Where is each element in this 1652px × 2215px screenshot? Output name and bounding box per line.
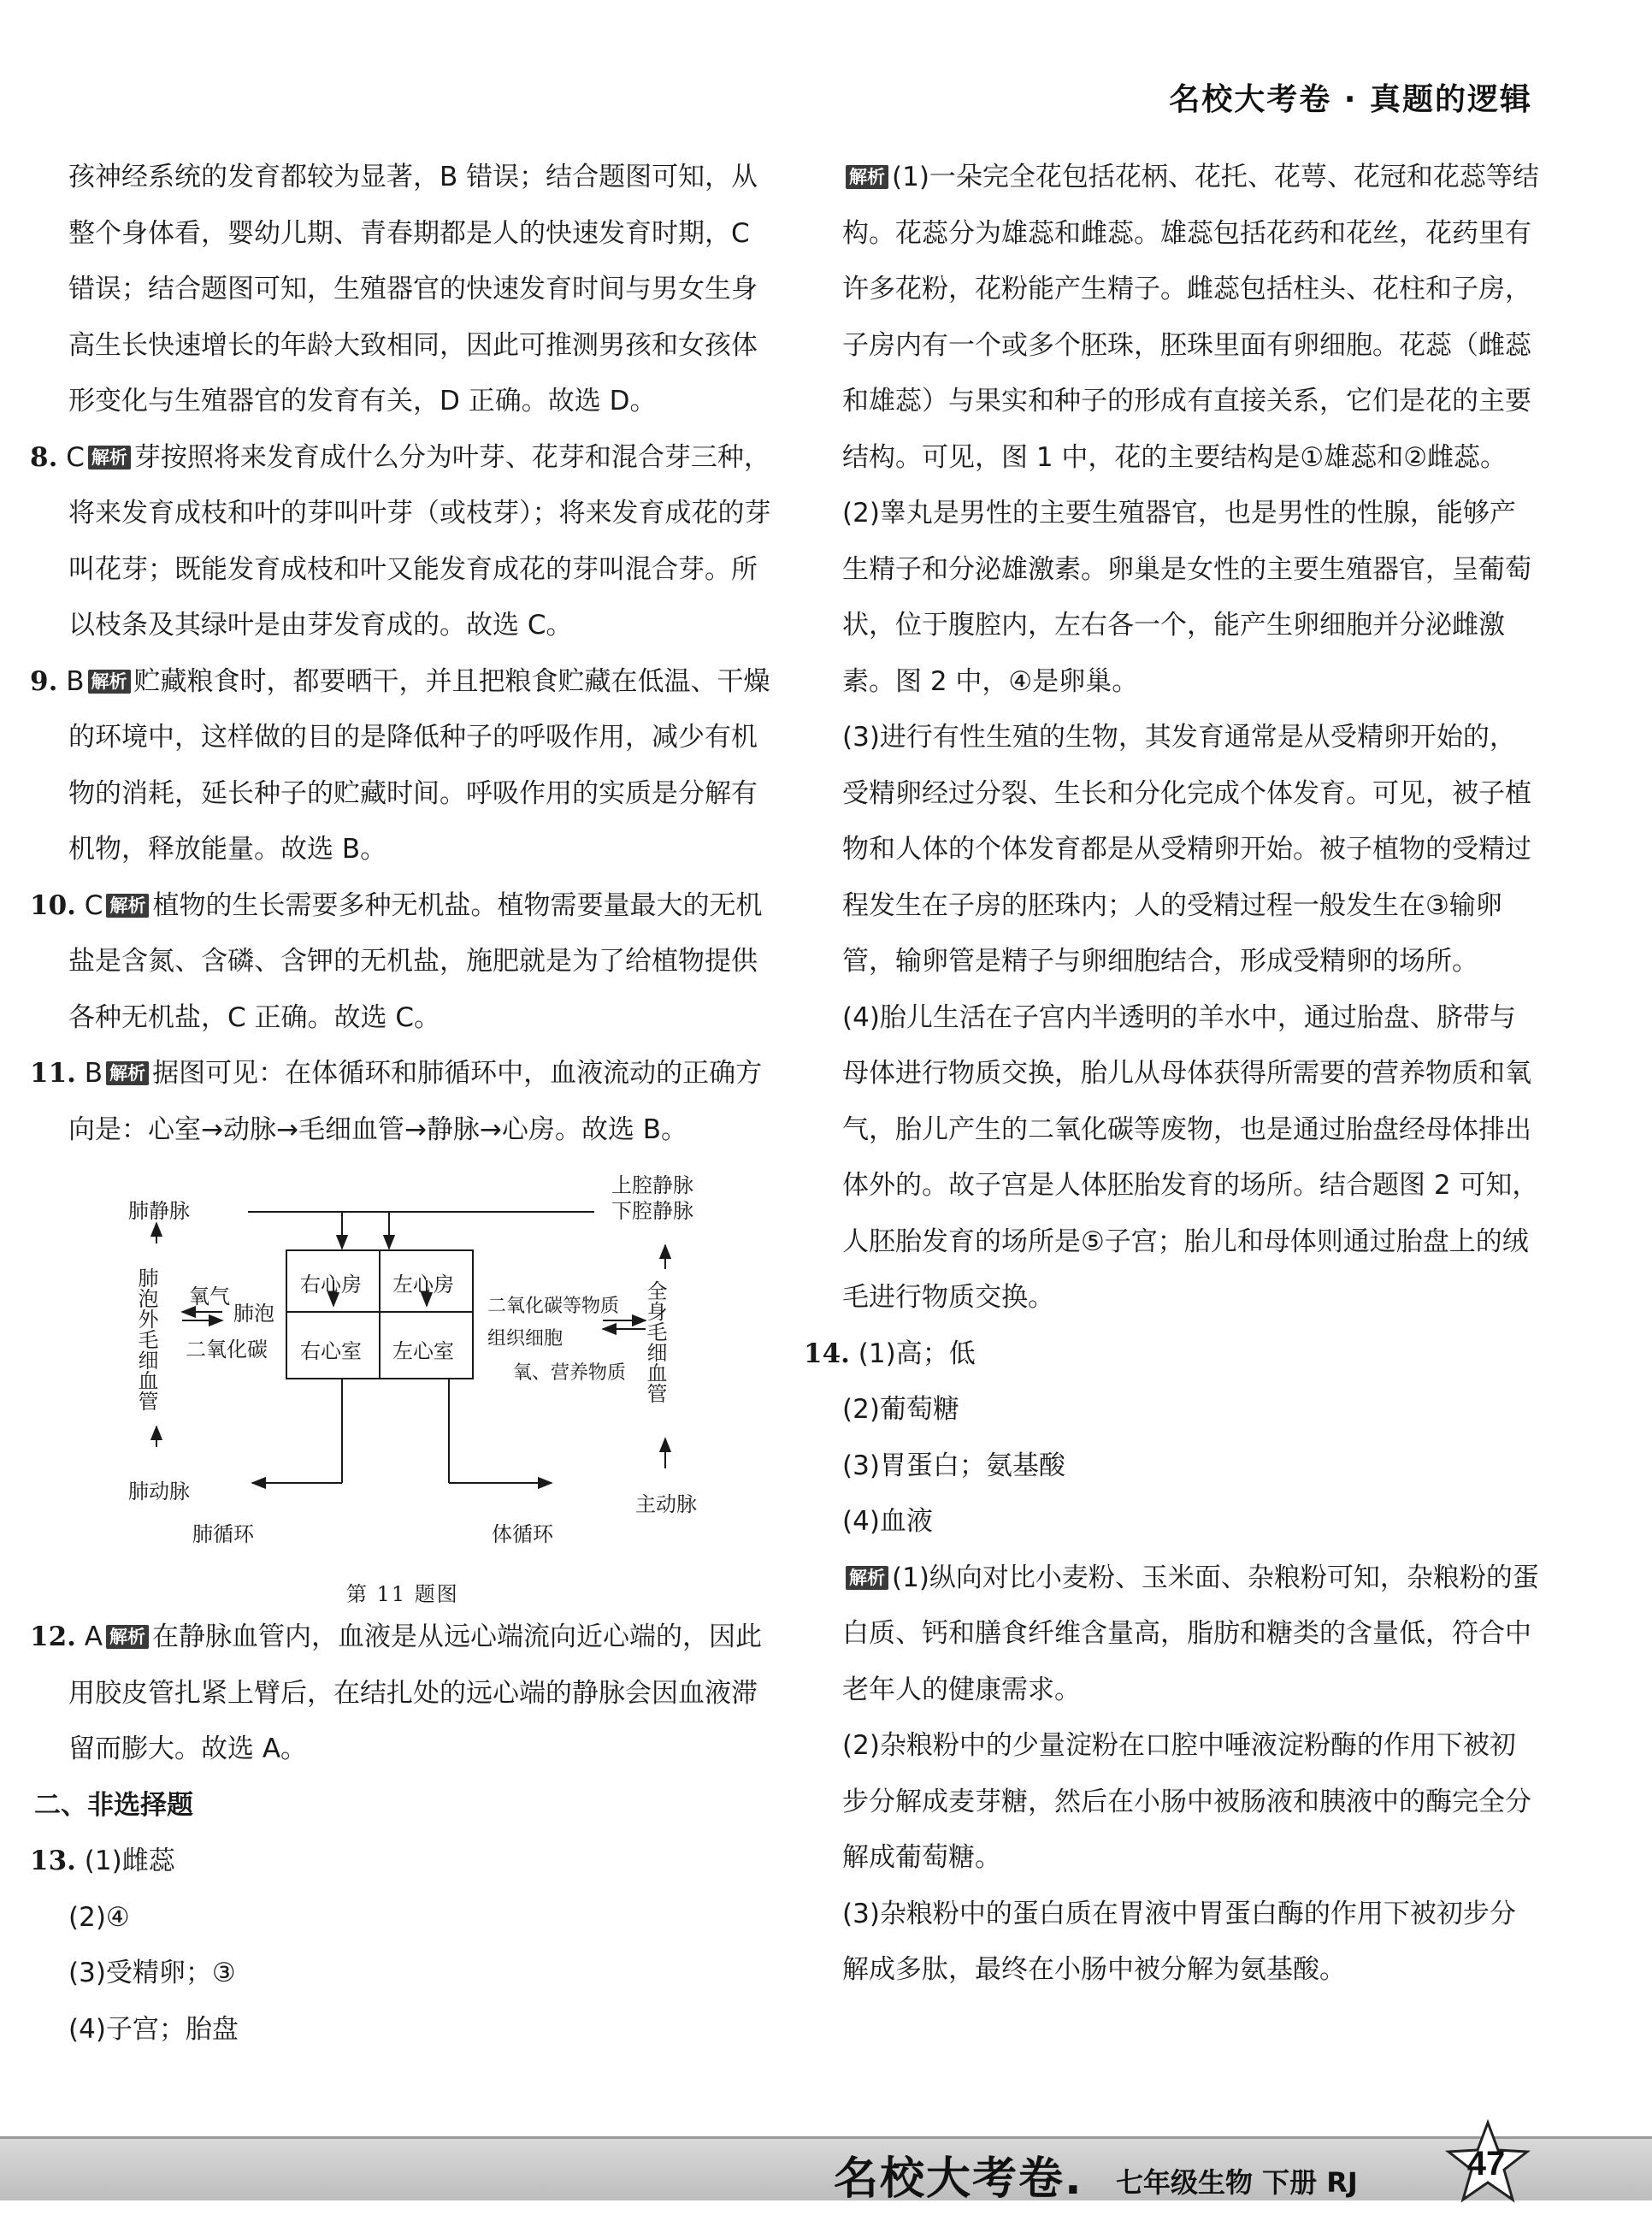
q13-answer-4: (4)子宫；胎盘 bbox=[68, 2013, 239, 2045]
q14-explanation-2: (2)杂粮粉中的少量淀粉在口腔中唾液淀粉酶的作用下被初步分解成麦芽糖，然后在小肠中被肠液和胰液中的酶完全分解成葡萄糖。 bbox=[842, 1730, 1531, 1873]
q10-number: 10. bbox=[30, 889, 76, 921]
analysis-tag: 解析 bbox=[846, 165, 888, 189]
q13-number: 13. bbox=[30, 1846, 76, 1876]
label-left-ventricle: 左心室 bbox=[392, 1339, 454, 1363]
q9-answer bbox=[30, 654, 782, 878]
label-aorta: 主动脉 bbox=[635, 1492, 697, 1516]
q10-answer bbox=[30, 878, 782, 1047]
label-lung-capillaries: 肺泡外毛细血管 bbox=[134, 1267, 158, 1411]
right-column bbox=[804, 150, 1539, 1999]
footer-band bbox=[0, 2136, 1652, 2200]
q13-explanation-3: (3)进行有性生殖的生物，其发育通常是从受精卵开始的，受精卵经过分裂、生长和分化完成个体发育。可见，被子植物和人体的个体发育都是从受精卵开始。被子植物的受精过程发生在子房的胚珠内；人的受精过程一般发生在③输卵管，输卵管是精子与卵细胞结合，形成受精卵的场所。 bbox=[842, 722, 1531, 977]
q14-number: 14. bbox=[804, 1338, 850, 1369]
q11-number: 11. bbox=[30, 1058, 76, 1089]
q11-figure bbox=[30, 1165, 782, 1610]
label-pulmonary-artery: 肺动脉 bbox=[128, 1480, 190, 1503]
label-right-atrium: 右心房 bbox=[300, 1273, 362, 1297]
q10-choice: C bbox=[84, 889, 103, 921]
q9-number: 9. bbox=[30, 665, 58, 697]
q8-text: 芽按照将来发育成什么分为叶芽、花芽和混合芽三种，将来发育成枝和叶的芽叫叶芽（或枝芽）；将来发育成花的芽叫花芽；既能发育成枝和叶又能发育成花的芽叫混合芽。所以枝条及其绿叶是由芽发育成的。故选 C。 bbox=[68, 441, 771, 641]
label-superior-vena-cava: 上腔静脉 bbox=[611, 1173, 693, 1197]
q9-text: 贮藏粮食时，都要晒干，并且把粮食贮藏在低温、干燥的环境中，这样做的目的是降低种子的呼吸作用，减少有机物的消耗，延长种子的贮藏时间。呼吸作用的实质是分解有机物，释放能量。故选 B。 bbox=[68, 665, 770, 865]
q14-explanation-3: (3)杂粮粉中的蛋白质在胃液中胃蛋白酶的作用下被初步分解成多肽，最终在小肠中被分解为氨基酸。 bbox=[842, 1898, 1516, 1985]
q7-continued: 孩神经系统的发育都较为显著，B 错误；结合题图可知，从整个身体看，婴幼儿期、青春期都是人的快速发育时期，C 错误；结合题图可知，生殖器官的快速发育时间与男女生身高生长快速增长的年龄大致相同，因此可推测男孩和女孩体形变化与生殖器官的发育有关，D 正确。故选 D。 bbox=[68, 162, 758, 416]
header-brand: 名校大考卷 · 真题的逻辑 bbox=[1169, 82, 1532, 117]
q13-answer-2: (2)④ bbox=[68, 1901, 130, 1933]
q14-answer-1 bbox=[804, 1326, 1539, 1383]
circulation-diagram bbox=[47, 1165, 697, 1558]
label-o2-nutrients: 氧、营养物质 bbox=[513, 1362, 627, 1384]
label-systemic-circulation: 体循环 bbox=[492, 1522, 553, 1546]
section-title: 二、非选择题 bbox=[34, 1789, 193, 1821]
q10-text: 植物的生长需要多种无机盐。植物需要量最大的无机盐是含氮、含磷、含钾的无机盐，施肥就是为了给植物提供各种无机盐，C 正确。故选 C。 bbox=[68, 889, 763, 1033]
q9-choice: B bbox=[66, 665, 85, 697]
q8-answer bbox=[30, 430, 782, 654]
q14-a1: (1)高；低 bbox=[858, 1338, 976, 1369]
left-column bbox=[30, 150, 782, 2058]
q12-choice: A bbox=[84, 1621, 103, 1652]
analysis-tag: 解析 bbox=[106, 894, 149, 918]
q14-explanation-1 bbox=[842, 1550, 1539, 1719]
q13-exp1-text: (1)一朵完全花包括花柄、花托、花萼、花冠和花蕊等结构。花蕊分为雄蕊和雌蕊。雄蕊包括花药和花丝，花药里有许多花粉，花粉能产生精子。雌蕊包括柱头、花柱和子房，子房内有一个或多个胚珠，胚珠里面有卵细胞。花蕊（雌蕊和雄蕊）与果实和种子的形成有直接关系，它们是花的主要结构。可见，图 1 中，花的主要结构是①雄蕊和②雌蕊。 bbox=[842, 162, 1539, 473]
q12-answer bbox=[30, 1610, 782, 1778]
q13-answer-1 bbox=[30, 1834, 782, 1890]
q14-answer-4: (4)血液 bbox=[842, 1506, 933, 1537]
analysis-tag: 解析 bbox=[846, 1566, 888, 1590]
label-alveoli: 肺泡 bbox=[233, 1302, 274, 1326]
footer-title: 名校大考卷. bbox=[834, 2153, 1083, 2205]
analysis-tag: 解析 bbox=[88, 670, 131, 694]
q8-choice: C bbox=[66, 441, 85, 473]
q14-exp1-text: (1)纵向对比小麦粉、玉米面、杂粮粉可知，杂粮粉的蛋白质、钙和膳食纤维含量高，脂肪和糖类的含量低，符合中老年人的健康需求。 bbox=[842, 1562, 1539, 1705]
analysis-tag: 解析 bbox=[88, 446, 131, 470]
label-tissue-cells: 组织细胞 bbox=[487, 1328, 563, 1350]
q13-explanation-1 bbox=[842, 150, 1539, 486]
label-pulmonary-vein: 肺静脉 bbox=[128, 1199, 190, 1223]
figure-caption: 第 11 题图 bbox=[346, 1582, 459, 1606]
q12-number: 12. bbox=[30, 1621, 76, 1652]
analysis-tag: 解析 bbox=[106, 1061, 149, 1085]
label-inferior-vena-cava: 下腔静脉 bbox=[611, 1199, 693, 1223]
footer-subtitle: 七年级生物 下册 RJ bbox=[1116, 2166, 1358, 2199]
analysis-tag: 解析 bbox=[106, 1625, 149, 1649]
q11-text: 据图可见：在体循环和肺循环中，血液流动的正确方向是：心室→动脉→毛细血管→静脉→心房。故选 B。 bbox=[68, 1058, 763, 1145]
label-body-capillaries: 全身毛细血管 bbox=[643, 1280, 667, 1403]
q13-explanation-2: (2)睾丸是男性的主要生殖器官，也是男性的性腺，能够产生精子和分泌雄激素。卵巢是女性的主要生殖器官，呈葡萄状，位于腹腔内，左右各一个，能产生卵细胞并分泌雌激素。图 2 中，④是卵巢。 bbox=[842, 498, 1531, 697]
q14-answer-3: (3)胃蛋白；氨基酸 bbox=[842, 1450, 1065, 1481]
q14-answer-2: (2)葡萄糖 bbox=[842, 1394, 959, 1425]
q13-explanation-4: (4)胎儿生活在子宫内半透明的羊水中，通过胎盘、脐带与母体进行物质交换，胎儿从母体获得所需要的营养物质和氧气，胎儿产生的二氧化碳等废物，也是通过胎盘经母体排出体外的。故子宫是人体胚胎发育的场所。结合题图 2 可知，人胚胎发育的场所是⑤子宫；胎儿和母体则通过胎盘上的绒毛进行物质交换。 bbox=[842, 1001, 1539, 1313]
label-co2: 二氧化碳 bbox=[186, 1338, 268, 1361]
q13-a1: (1)雌蕊 bbox=[84, 1846, 175, 1876]
page-number: 47 bbox=[1466, 2145, 1506, 2183]
q11-choice: B bbox=[84, 1058, 103, 1089]
label-co2-waste: 二氧化碳等物质 bbox=[487, 1296, 620, 1317]
label-pulmonary-circulation: 肺循环 bbox=[192, 1522, 254, 1546]
q8-number: 8. bbox=[30, 441, 58, 473]
q11-answer bbox=[30, 1046, 782, 1158]
q12-text: 在静脉血管内，血液是从远心端流向近心端的，因此用胶皮管扎紧上臂后，在结扎处的远心端的静脉会因血液滞留而膨大。故选 A。 bbox=[68, 1621, 763, 1764]
label-left-atrium: 左心房 bbox=[392, 1273, 454, 1297]
q13-answer-3: (3)受精卵；③ bbox=[68, 1958, 236, 1988]
label-right-ventricle: 右心室 bbox=[300, 1339, 362, 1363]
label-oxygen: 氧气 bbox=[189, 1285, 230, 1308]
